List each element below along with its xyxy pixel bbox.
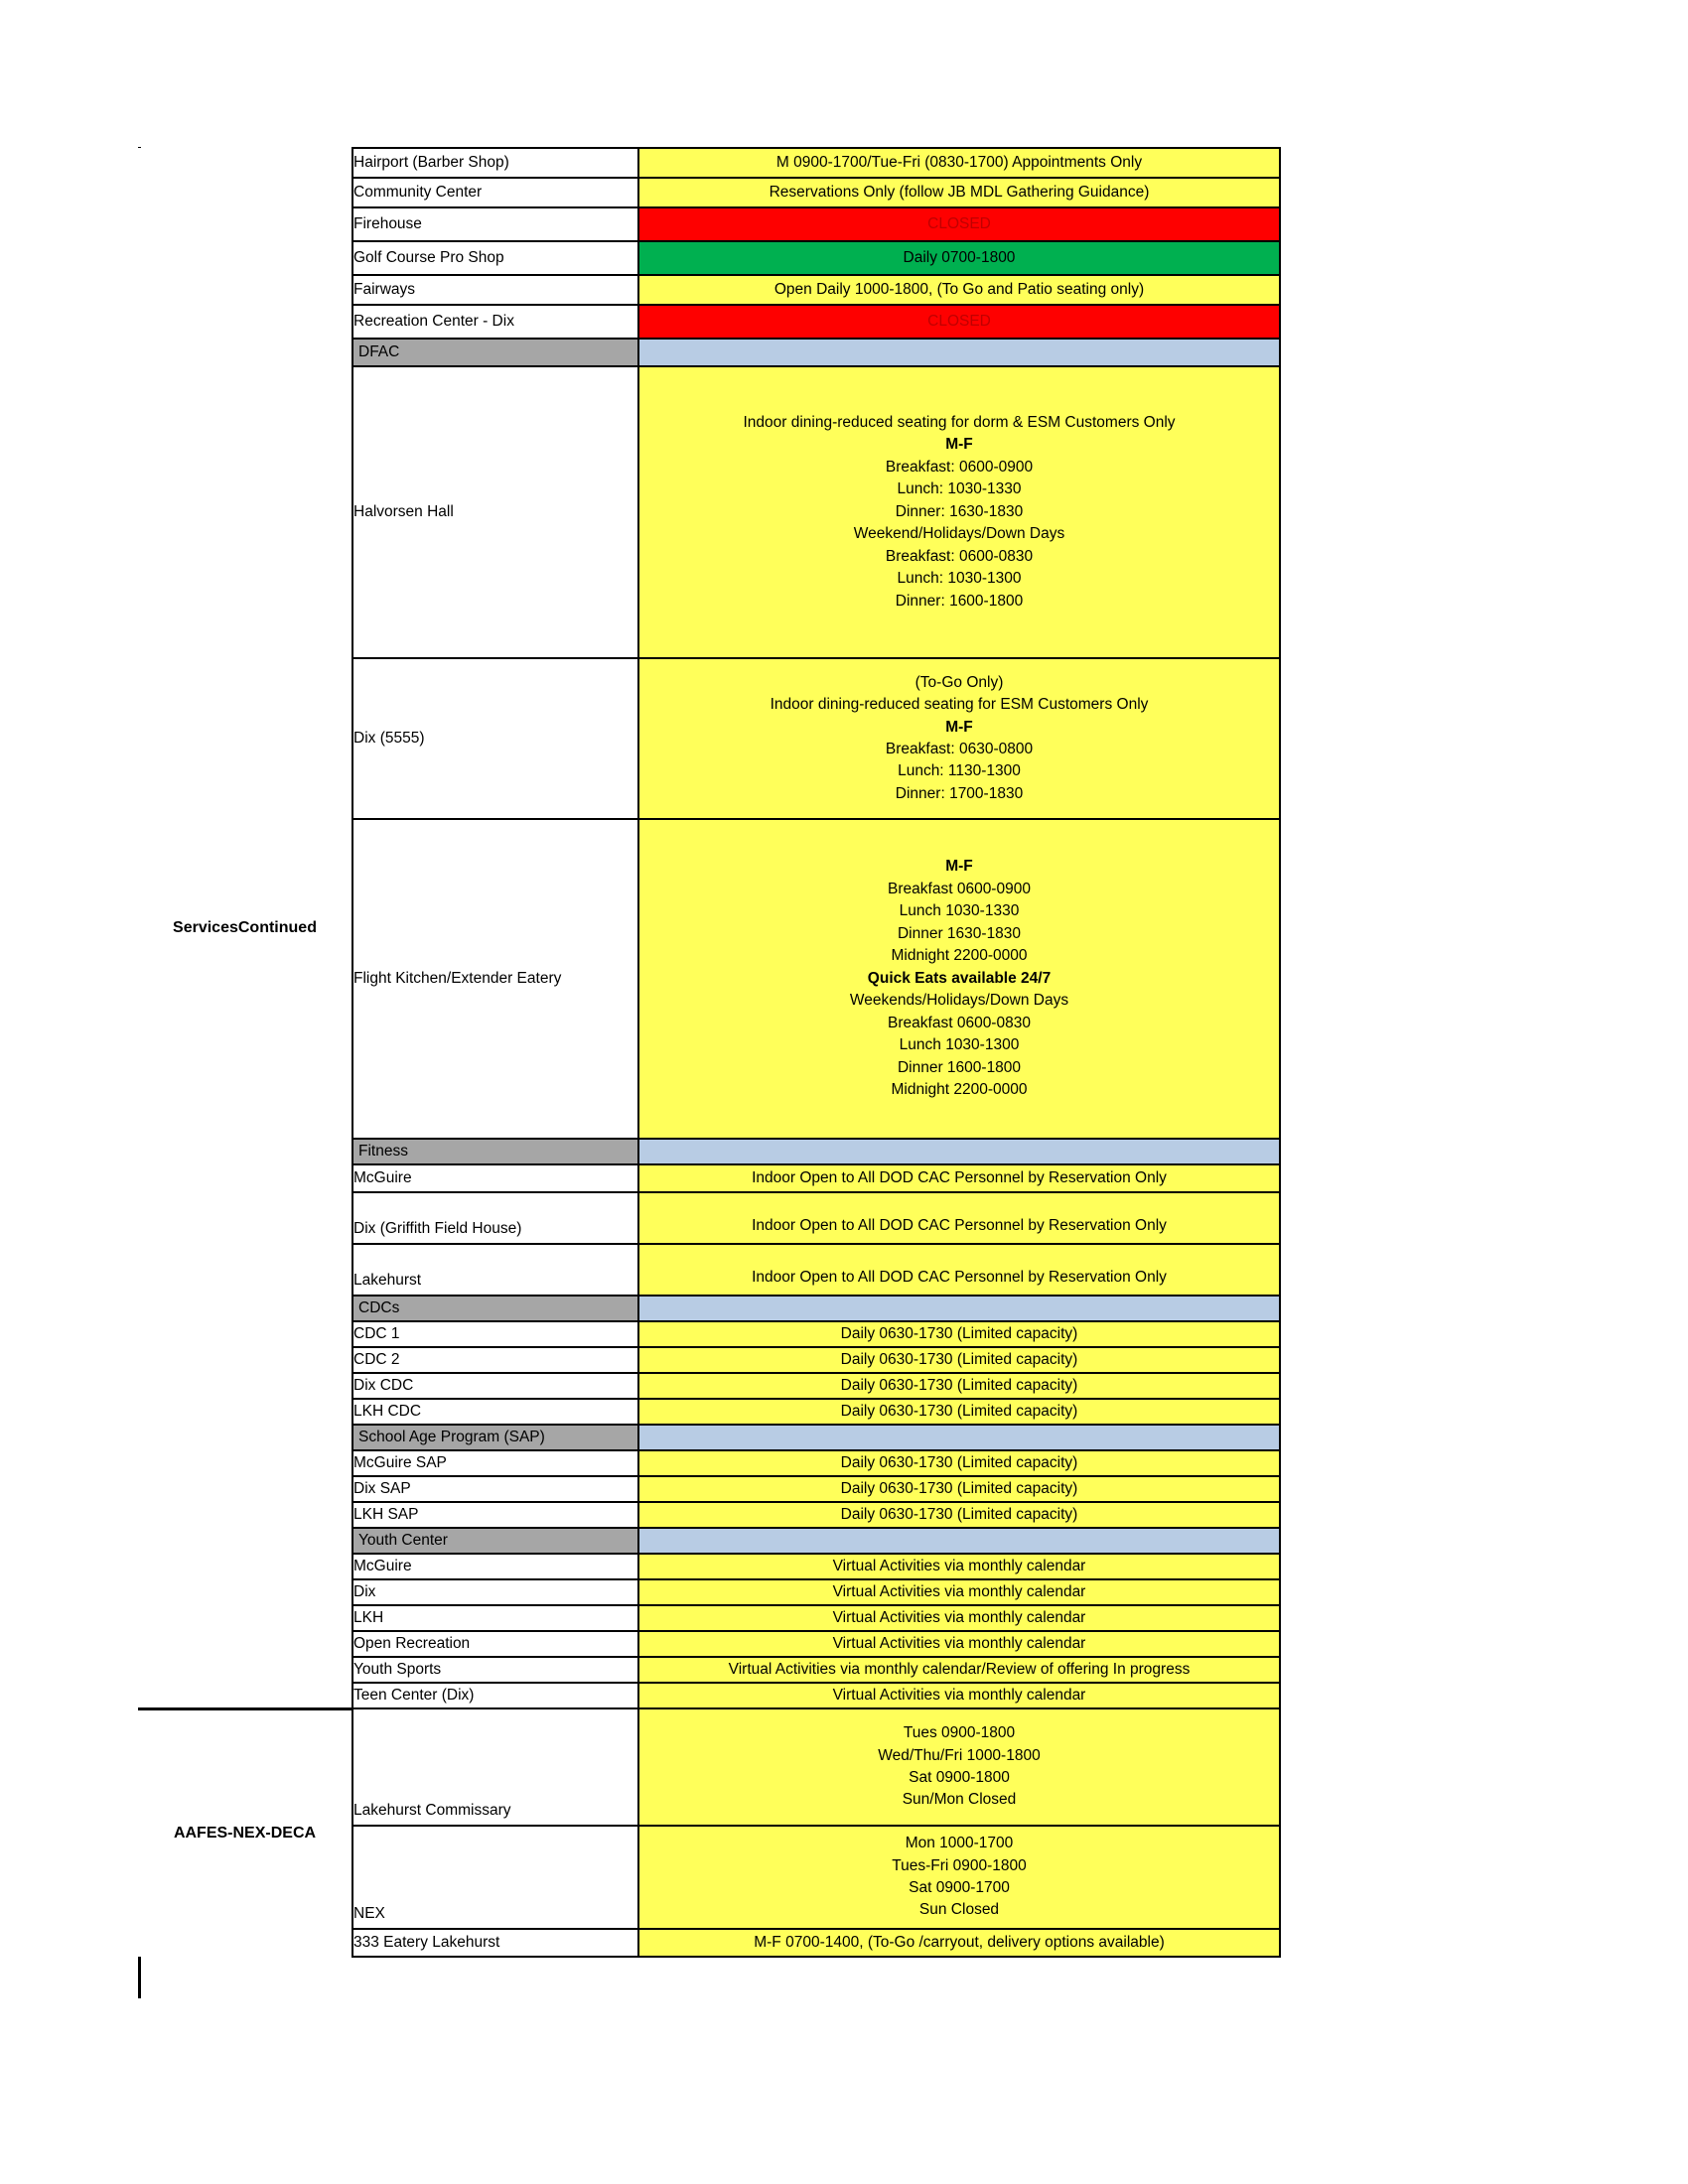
status-value-line: Sun Closed <box>918 1901 1000 1919</box>
status-value-cell <box>638 148 1280 178</box>
status-value-cell <box>638 1929 1280 1957</box>
status-value-line: Weekend/Holidays/Down Days <box>853 525 1065 543</box>
status-value-line: Sat 0900-1800 <box>909 1769 1010 1786</box>
row-group-label <box>138 148 352 1708</box>
status-value-line: Breakfast: 0600-0830 <box>885 547 1034 565</box>
facility-name: McGuire <box>352 1554 638 1579</box>
facility-name: LKH CDC <box>352 1399 638 1425</box>
facility-name: Dix (Griffith Field House) <box>352 1192 638 1244</box>
status-value-cell <box>638 207 1280 241</box>
status-value-cell <box>638 1528 1280 1554</box>
status-value-line: M-F <box>945 436 973 454</box>
facility-name: Dix <box>352 1579 638 1605</box>
status-value-cell <box>638 1425 1280 1450</box>
status-value-line: Dinner: 1630-1830 <box>895 502 1024 520</box>
facility-name: Hairport (Barber Shop) <box>352 148 638 178</box>
facility-name: Fairways <box>352 275 638 305</box>
status-value-line: Indoor dining-reduced seating for ESM Customers Only <box>770 696 1149 714</box>
status-value-line: Virtual Activities via monthly calendar <box>832 1557 1086 1574</box>
facility-name: Open Recreation <box>352 1631 638 1657</box>
status-value-line: Reservations Only (follow JB MDL Gathering Guidance) <box>769 183 1150 201</box>
status-value-line: Indoor dining-reduced seating for dorm & ESM Customers Only <box>743 413 1176 431</box>
status-value-cell <box>638 305 1280 339</box>
table-row <box>138 148 1280 178</box>
facility-name: McGuire <box>352 1164 638 1192</box>
status-value-line: Mon 1000-1700 <box>905 1835 1014 1852</box>
facility-name: CDC 1 <box>352 1321 638 1347</box>
status-value-line: Virtual Activities via monthly calendar/Review of offering In progress <box>728 1660 1191 1678</box>
status-value-line: M 0900-1700/Tue-Fri (0830-1700) Appointments Only <box>775 153 1143 171</box>
status-value-cell <box>638 339 1280 366</box>
status-value-line: Indoor Open to All DOD CAC Personnel by Reservation Only <box>752 1216 1167 1234</box>
status-value-line: Quick Eats available 24/7 <box>867 969 1052 987</box>
status-value-cell <box>638 1321 1280 1347</box>
facility-name: CDC 2 <box>352 1347 638 1373</box>
status-value-line: Dinner: 1700-1830 <box>895 784 1024 802</box>
status-value-cell <box>638 1347 1280 1373</box>
status-value-line: Tues 0900-1800 <box>903 1724 1016 1742</box>
status-value-cell <box>638 1164 1280 1192</box>
facility-name: LKH SAP <box>352 1502 638 1528</box>
status-value-line: Daily 0630-1730 (Limited capacity) <box>840 1505 1078 1523</box>
status-value-line: Daily 0630-1730 (Limited capacity) <box>840 1324 1078 1342</box>
status-value-cell <box>638 1631 1280 1657</box>
status-value-line: Tues-Fri 0900-1800 <box>892 1856 1027 1874</box>
facility-name: Golf Course Pro Shop <box>352 241 638 275</box>
status-value-line: CLOSED <box>927 214 991 232</box>
status-value-cell <box>638 1826 1280 1929</box>
status-value-cell <box>638 1605 1280 1631</box>
status-value-line: CLOSED <box>927 312 991 330</box>
row-group-label-line: Services <box>173 918 238 936</box>
status-value-line: Daily 0630-1730 (Limited capacity) <box>840 1376 1078 1394</box>
status-value-line: Wed/Thu/Fri 1000-1800 <box>878 1746 1041 1764</box>
status-value-line: Lunch: 1030-1300 <box>897 570 1022 588</box>
facility-name: Teen Center (Dix) <box>352 1683 638 1708</box>
status-value-cell <box>638 1139 1280 1164</box>
status-value-line: Midnight 2200-0000 <box>891 1081 1028 1099</box>
facility-name: Community Center <box>352 178 638 207</box>
services-status-table <box>138 147 1281 1958</box>
row-group-label <box>138 1708 352 1957</box>
status-value-cell <box>638 1296 1280 1321</box>
status-value-cell <box>638 275 1280 305</box>
services-status-sheet <box>138 147 1280 1958</box>
status-value-line: M-F <box>945 858 973 876</box>
status-value-cell <box>638 1579 1280 1605</box>
facility-name: Firehouse <box>352 207 638 241</box>
status-value-line: Daily 0630-1730 (Limited capacity) <box>840 1479 1078 1497</box>
status-value-line: Open Daily 1000-1800, (To Go and Patio seating only) <box>774 280 1145 298</box>
status-value-line: Sun/Mon Closed <box>902 1791 1017 1809</box>
section-header-label: Youth Center <box>352 1528 638 1554</box>
status-value-line: Dinner 1630-1830 <box>897 924 1022 942</box>
facility-name: Lakehurst <box>352 1244 638 1296</box>
status-value-line: Daily 0630-1730 (Limited capacity) <box>840 1350 1078 1368</box>
row-group-label-line: Continued <box>237 918 317 936</box>
row-group-label-line: AAFES-NEX-DECA <box>173 1825 317 1843</box>
status-value-cell <box>638 1450 1280 1476</box>
status-value-line: Dinner: 1600-1800 <box>895 592 1024 610</box>
status-value-line: Breakfast: 0600-0900 <box>885 458 1034 476</box>
status-value-line: Virtual Activities via monthly calendar <box>832 1582 1086 1600</box>
status-value-line: Weekends/Holidays/Down Days <box>849 992 1069 1010</box>
table-row <box>138 1708 1280 1826</box>
status-value-cell <box>638 1502 1280 1528</box>
status-value-cell <box>638 1554 1280 1579</box>
section-header-label: School Age Program (SAP) <box>352 1425 638 1450</box>
status-value-line: Virtual Activities via monthly calendar <box>832 1608 1086 1626</box>
facility-name: Dix SAP <box>352 1476 638 1502</box>
status-value-line: M-F 0700-1400, (To-Go /carryout, delivery options available) <box>754 1933 1165 1951</box>
status-value-cell <box>638 1373 1280 1399</box>
status-value-line: Lunch: 1030-1330 <box>897 480 1022 498</box>
facility-name: 333 Eatery Lakehurst <box>352 1929 638 1957</box>
status-value-line: Breakfast 0600-0830 <box>888 1014 1031 1031</box>
table-body <box>138 148 1280 1957</box>
status-value-line: Daily 0630-1730 (Limited capacity) <box>840 1453 1078 1471</box>
status-value-line: M-F <box>945 718 973 736</box>
status-value-line: Lunch 1030-1330 <box>899 902 1020 920</box>
status-value-line: Breakfast: 0630-0800 <box>885 741 1034 757</box>
status-value-cell <box>638 178 1280 207</box>
section-header-label: DFAC <box>352 339 638 366</box>
status-value-line: Indoor Open to All DOD CAC Personnel by Reservation Only <box>752 1268 1167 1286</box>
facility-name: Halvorsen Hall <box>352 366 638 658</box>
facility-name: Recreation Center - Dix <box>352 305 638 339</box>
status-value-cell <box>638 1244 1280 1296</box>
status-value-cell <box>638 658 1280 819</box>
status-value-cell <box>638 366 1280 658</box>
facility-name: Dix CDC <box>352 1373 638 1399</box>
status-value-line: Lunch 1030-1300 <box>899 1036 1020 1054</box>
status-value-line: Virtual Activities via monthly calendar <box>832 1686 1086 1704</box>
facility-name: McGuire SAP <box>352 1450 638 1476</box>
status-value-line: Sat 0900-1700 <box>909 1879 1010 1896</box>
status-value-line: Daily 0630-1730 (Limited capacity) <box>840 1402 1078 1420</box>
facility-name: Lakehurst Commissary <box>352 1708 638 1826</box>
status-value-line: Virtual Activities via monthly calendar <box>832 1634 1086 1652</box>
status-value-line: Midnight 2200-0000 <box>891 947 1028 965</box>
status-value-cell <box>638 241 1280 275</box>
status-value-line: (To-Go Only) <box>914 673 1004 691</box>
section-header-label: Fitness <box>352 1139 638 1164</box>
status-value-cell <box>638 1657 1280 1683</box>
section-header-label: CDCs <box>352 1296 638 1321</box>
status-value-cell <box>638 819 1280 1139</box>
status-value-cell <box>638 1399 1280 1425</box>
status-value-cell <box>638 1708 1280 1826</box>
facility-name: LKH <box>352 1605 638 1631</box>
facility-name: NEX <box>352 1826 638 1929</box>
status-value-cell <box>638 1683 1280 1708</box>
facility-name: Flight Kitchen/Extender Eatery <box>352 819 638 1139</box>
facility-name: Youth Sports <box>352 1657 638 1683</box>
status-value-line: Dinner 1600-1800 <box>897 1058 1022 1076</box>
status-value-line: Daily 0700-1800 <box>903 248 1016 266</box>
status-value-cell <box>638 1476 1280 1502</box>
status-value-line: Indoor Open to All DOD CAC Personnel by Reservation Only <box>752 1168 1167 1186</box>
facility-name: Dix (5555) <box>352 658 638 819</box>
status-value-cell <box>638 1192 1280 1244</box>
status-value-line: Breakfast 0600-0900 <box>888 880 1031 897</box>
status-value-line: Lunch: 1130-1300 <box>898 762 1021 780</box>
